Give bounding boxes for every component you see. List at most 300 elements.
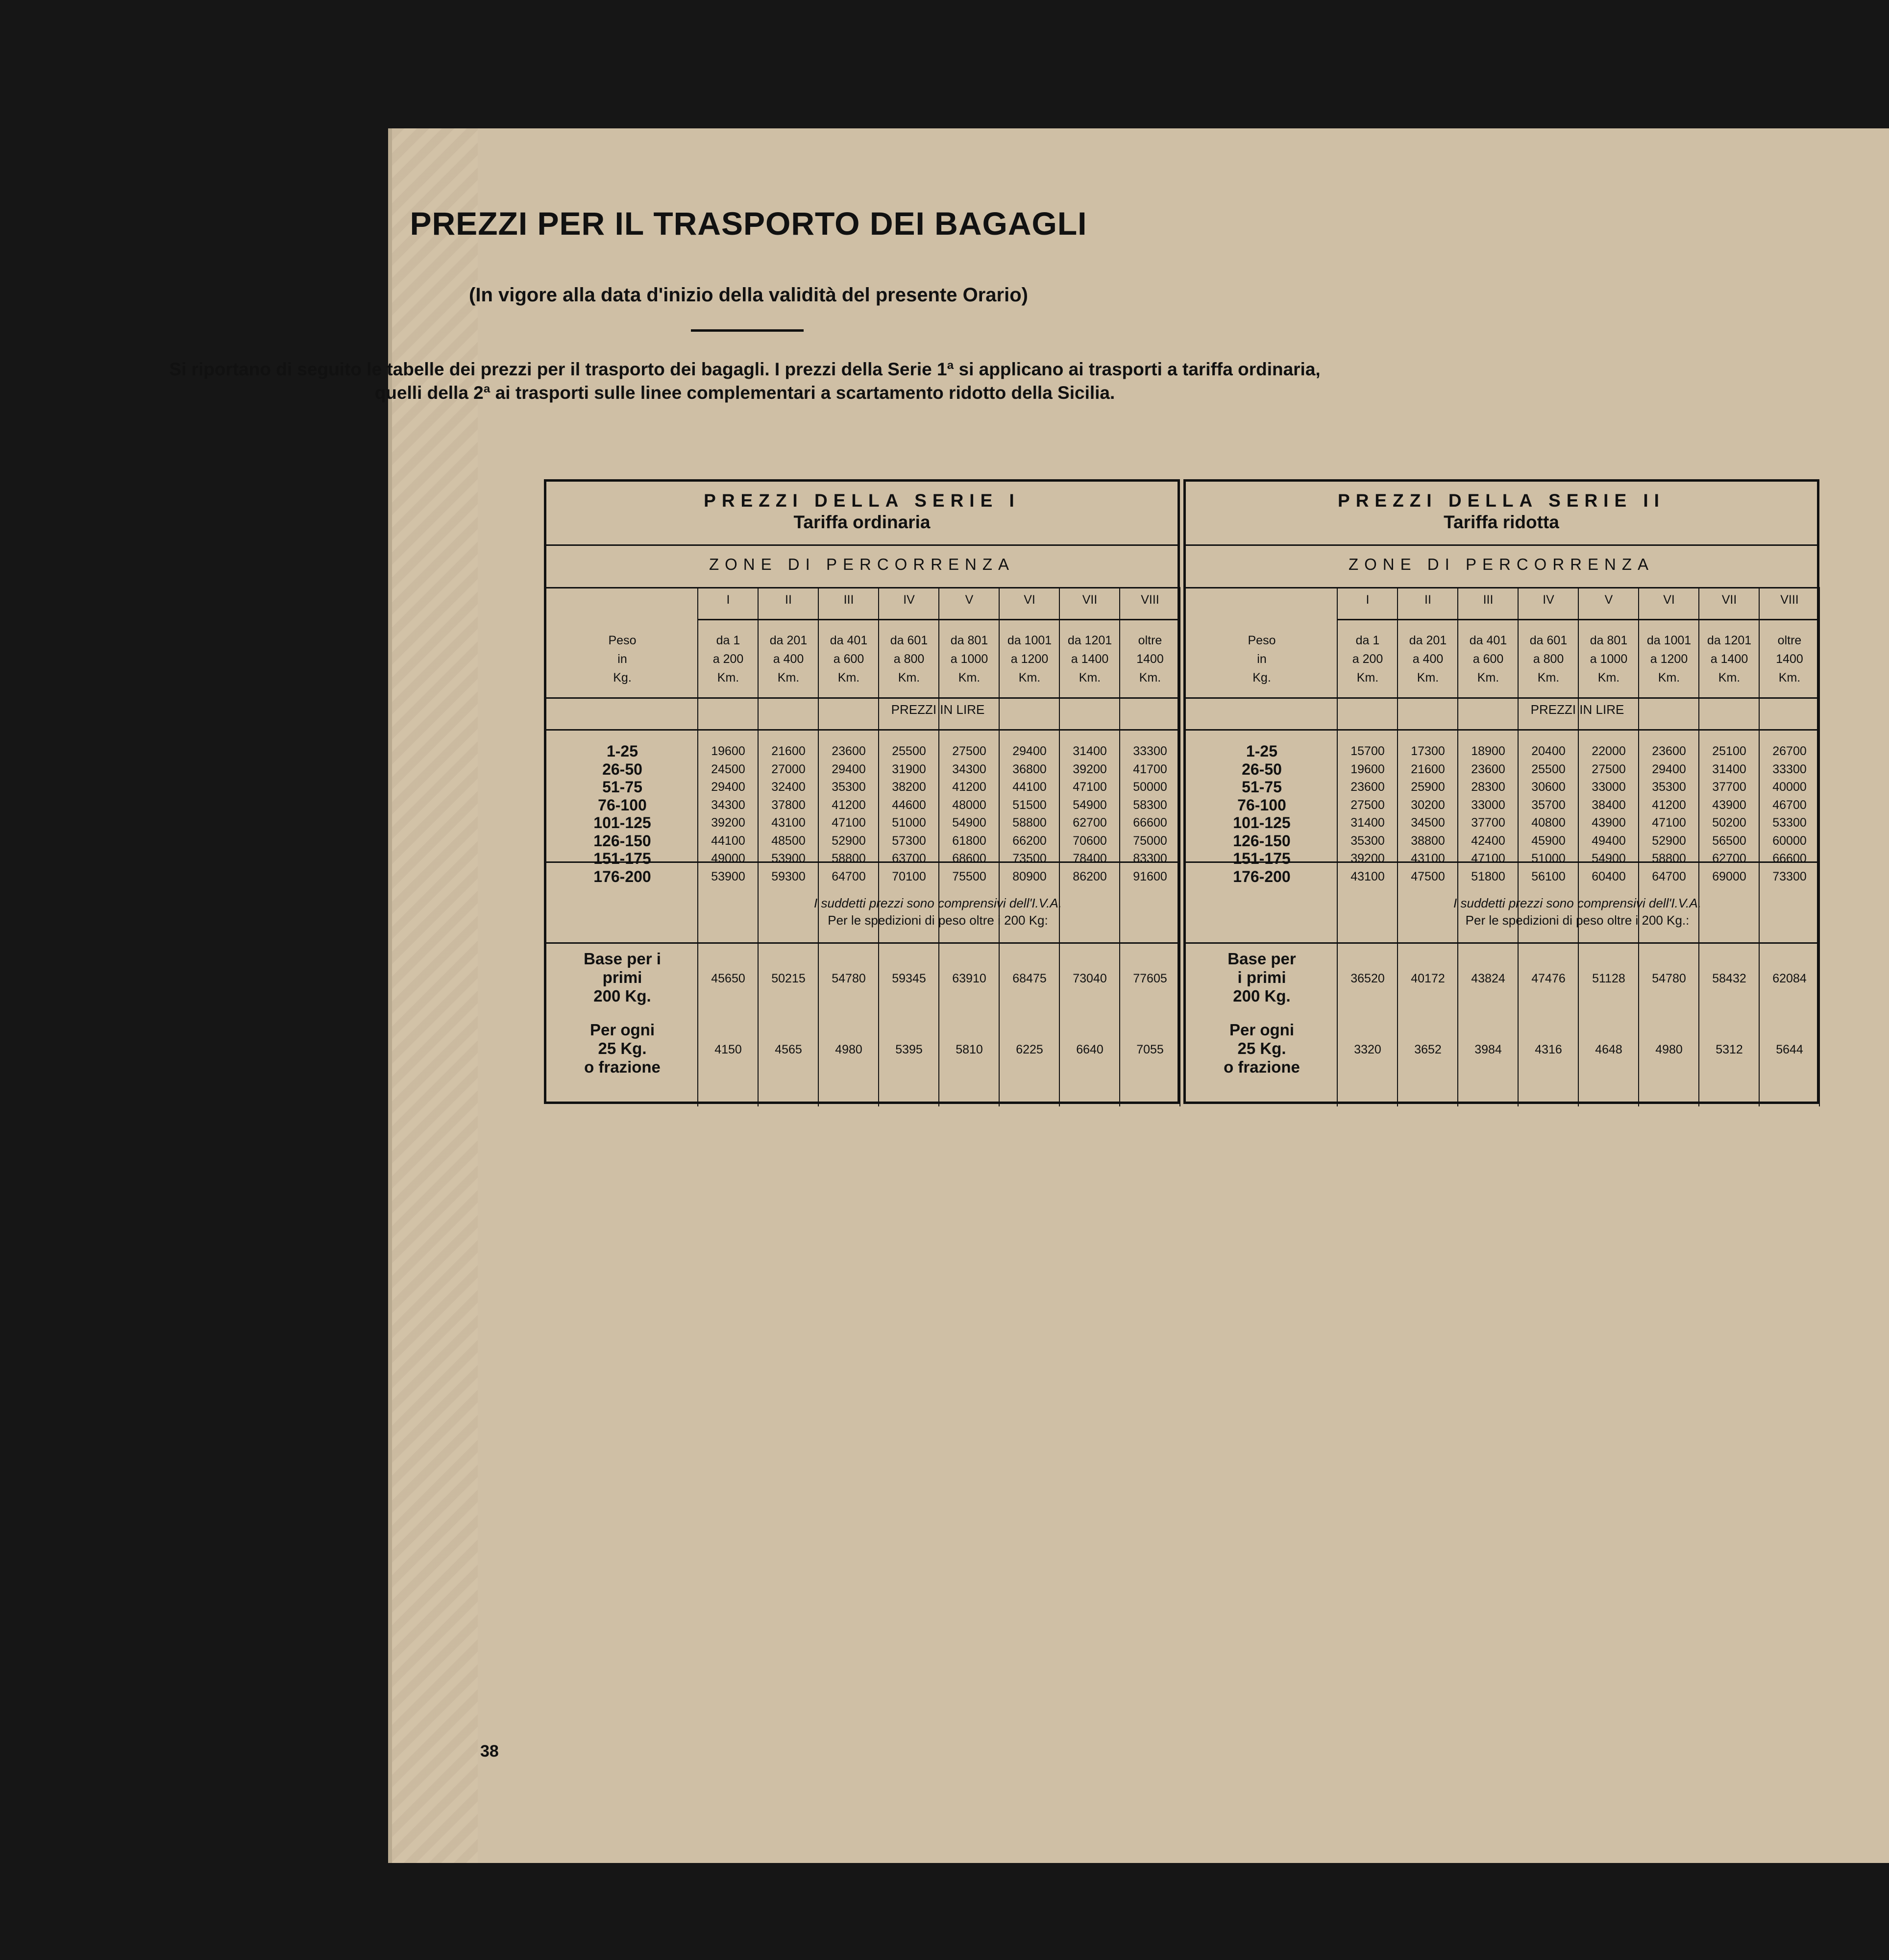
price-cell: 15700 xyxy=(1350,744,1385,758)
price-cell: 86200 xyxy=(1073,869,1107,883)
base-price-cell: 63910 xyxy=(952,972,986,985)
distance-range-line: a 800 xyxy=(1533,652,1564,666)
price-cell: 29400 xyxy=(832,762,866,776)
price-cell: 37700 xyxy=(1471,816,1505,830)
zone-title: ZONE DI PERCORRENZA xyxy=(709,555,1015,573)
price-cell: 58800 xyxy=(832,852,866,865)
price-cell: 25100 xyxy=(1712,744,1746,758)
per-25kg-price-cell: 5810 xyxy=(956,1043,983,1056)
weight-range: 151-175 xyxy=(593,850,651,867)
price-cell: 83300 xyxy=(1133,852,1167,865)
distance-range-line: a 1200 xyxy=(1650,652,1688,666)
per-25kg-price-cell: 6225 xyxy=(1016,1043,1043,1056)
price-cell: 54900 xyxy=(952,816,986,830)
prices-unit-label: PREZZI IN LIRE xyxy=(1530,702,1624,717)
price-cell: 21600 xyxy=(771,744,806,758)
zone-header: VIII xyxy=(1780,593,1799,607)
price-cell: 60000 xyxy=(1772,833,1807,848)
distance-range xyxy=(1639,631,1699,687)
price-cell: 50200 xyxy=(1712,816,1746,830)
distance-range xyxy=(1519,631,1578,687)
table-rule xyxy=(698,619,1178,620)
price-cell: 34300 xyxy=(711,798,745,812)
price-cell: 43900 xyxy=(1592,816,1626,830)
price-cell: 46700 xyxy=(1772,798,1807,812)
table-rule xyxy=(1186,544,1817,546)
price-cell: 36800 xyxy=(1012,762,1047,776)
base-price-cell: 40172 xyxy=(1411,972,1445,985)
per-25kg-price-cell: 3984 xyxy=(1474,1043,1502,1056)
vat-note: I suddetti prezzi sono comprensivi dell'I.V.A. xyxy=(814,896,1062,910)
weight-range: 26-50 xyxy=(1242,760,1282,778)
price-cell: 29400 xyxy=(1012,744,1047,758)
weight-header xyxy=(546,631,698,687)
price-cell: 34500 xyxy=(1411,816,1445,830)
zone-header: IV xyxy=(903,593,915,607)
distance-range-line: da 1 xyxy=(716,634,740,647)
distance-range-line: da 601 xyxy=(1529,634,1568,647)
table-rule xyxy=(1186,697,1817,699)
per-25kg-label-line: o frazione xyxy=(1224,1058,1300,1076)
distance-range xyxy=(698,631,758,687)
weight-range: 151-175 xyxy=(1233,850,1291,867)
price-cell: 27500 xyxy=(952,744,986,758)
price-cell: 39200 xyxy=(711,816,745,830)
price-cell: 49400 xyxy=(1592,833,1626,848)
base-price-cell: 47476 xyxy=(1531,972,1566,985)
distance-range-line: da 1001 xyxy=(1007,634,1052,647)
weight-header-line: Kg. xyxy=(613,671,632,685)
price-cell: 47100 xyxy=(832,816,866,830)
price-cell: 23600 xyxy=(832,744,866,758)
price-cell: 44100 xyxy=(1012,780,1047,794)
price-cell: 52900 xyxy=(832,833,866,848)
price-cell: 28300 xyxy=(1471,780,1505,794)
weight-range: 51-75 xyxy=(602,778,642,796)
distance-range-line: Km. xyxy=(1477,671,1499,685)
zone-header: III xyxy=(1483,593,1494,607)
distance-range-line: Km. xyxy=(1139,671,1161,685)
price-cell: 64700 xyxy=(832,869,866,883)
zone-header: II xyxy=(1424,593,1431,607)
price-cell: 27000 xyxy=(771,762,806,776)
price-cell: 54900 xyxy=(1073,798,1107,812)
price-cell: 31400 xyxy=(1350,816,1385,830)
price-cell: 27500 xyxy=(1350,798,1385,812)
price-cell: 64700 xyxy=(1652,869,1686,883)
base-price-cell: 50215 xyxy=(771,972,806,985)
distance-range-line: da 201 xyxy=(1409,634,1447,647)
price-cell: 39200 xyxy=(1073,762,1107,776)
distance-range-line: da 1201 xyxy=(1707,634,1752,647)
distance-range-line: oltre xyxy=(1777,634,1802,647)
price-cell: 58300 xyxy=(1133,798,1167,812)
per-25kg-price-cell: 4565 xyxy=(775,1043,802,1056)
price-cell: 61800 xyxy=(952,833,986,848)
price-cell: 39200 xyxy=(1350,852,1385,865)
weight-range: 101-125 xyxy=(1233,814,1291,832)
base-label xyxy=(1186,950,1338,1005)
price-cell: 48500 xyxy=(771,833,806,848)
series-title: PREZZI DELLA SERIE II xyxy=(1338,490,1665,511)
weight-range: 101-125 xyxy=(593,814,651,832)
distance-range xyxy=(1060,631,1120,687)
distance-range-line: Km. xyxy=(1079,671,1101,685)
distance-range-line: da 801 xyxy=(950,634,988,647)
price-cell: 27500 xyxy=(1592,762,1626,776)
distance-range xyxy=(1760,631,1819,687)
weight-header-line: in xyxy=(617,652,627,666)
price-cell: 62700 xyxy=(1712,852,1746,865)
price-cell: 53300 xyxy=(1772,816,1807,830)
per-25kg-price-cell: 7055 xyxy=(1136,1043,1164,1056)
distance-range xyxy=(1120,631,1180,687)
distance-range-line: a 600 xyxy=(833,652,864,666)
price-cell: 75000 xyxy=(1133,833,1167,848)
price-cell: 48000 xyxy=(952,798,986,812)
per-25kg-label xyxy=(1186,1021,1338,1077)
price-cell: 24500 xyxy=(711,762,745,776)
price-cell: 75500 xyxy=(952,869,986,883)
price-cell: 25500 xyxy=(892,744,926,758)
distance-range xyxy=(939,631,999,687)
distance-range-line: Km. xyxy=(1718,671,1741,685)
zone-header: VII xyxy=(1721,593,1737,607)
price-cell: 47100 xyxy=(1471,852,1505,865)
base-price-cell: 51128 xyxy=(1592,972,1625,985)
price-cell: 30200 xyxy=(1411,798,1445,812)
base-label-line: Base per xyxy=(1227,950,1296,968)
price-cell: 69000 xyxy=(1712,869,1746,883)
price-cell: 35300 xyxy=(832,780,866,794)
base-price-cell: 62084 xyxy=(1772,972,1807,985)
price-cell: 73500 xyxy=(1012,852,1047,865)
distance-range xyxy=(759,631,818,687)
price-cell: 57300 xyxy=(892,833,926,848)
price-cell: 53900 xyxy=(771,852,806,865)
table-rule xyxy=(546,942,1178,944)
price-cell: 31900 xyxy=(892,762,926,776)
weight-range: 76-100 xyxy=(1237,796,1286,814)
weight-header-line: Peso xyxy=(1248,634,1276,647)
zone-header: I xyxy=(1366,593,1370,607)
weight-header-line: Kg. xyxy=(1252,671,1271,685)
weight-range: 51-75 xyxy=(1242,778,1282,796)
distance-range-line: a 400 xyxy=(1412,652,1444,666)
price-cell: 19600 xyxy=(1350,762,1385,776)
price-cell: 54900 xyxy=(1592,852,1626,865)
distance-range-line: Km. xyxy=(1356,671,1379,685)
weight-range: 26-50 xyxy=(602,760,642,778)
weight-range: 126-150 xyxy=(1233,832,1291,850)
price-cell: 33000 xyxy=(1471,798,1505,812)
price-cell: 38800 xyxy=(1411,833,1445,848)
intro-line: quelli della 2ª ai trasporti sulle linee complementari a scartamento ridotto della Sicilia. xyxy=(374,383,1115,403)
price-cell: 60400 xyxy=(1592,869,1626,883)
price-cell: 49000 xyxy=(711,852,745,865)
price-cell: 38200 xyxy=(892,780,926,794)
distance-range xyxy=(1458,631,1518,687)
distance-range-line: a 1000 xyxy=(1590,652,1628,666)
price-cell: 50000 xyxy=(1133,780,1167,794)
price-cell: 38400 xyxy=(1592,798,1626,812)
price-cell: 43100 xyxy=(1350,869,1385,883)
per-25kg-price-cell: 3320 xyxy=(1354,1043,1381,1056)
distance-range xyxy=(1398,631,1458,687)
distance-range-line: a 600 xyxy=(1472,652,1504,666)
distance-range-line: Km. xyxy=(777,671,800,685)
table-rule xyxy=(546,587,1178,588)
price-cell: 33000 xyxy=(1592,780,1626,794)
distance-range-line: 1400 xyxy=(1136,652,1164,666)
zone-header: I xyxy=(726,593,730,607)
distance-range-line: Km. xyxy=(1778,671,1801,685)
intro-line: Si riportano di seguito le tabelle dei prezzi per il trasporto dei bagagli. I prezzi della Serie 1ª si applicano ai trasporti a tariffa ordinaria, xyxy=(169,359,1321,379)
price-cell: 41200 xyxy=(832,798,866,812)
distance-range-line: da 401 xyxy=(1469,634,1507,647)
base-price-cell: 68475 xyxy=(1012,972,1047,985)
per-25kg-price-cell: 5644 xyxy=(1776,1043,1803,1056)
table-rule xyxy=(546,729,1178,731)
distance-range-line: a 1200 xyxy=(1010,652,1049,666)
zone-header: II xyxy=(785,593,792,607)
price-cell: 35700 xyxy=(1531,798,1566,812)
price-cell: 91600 xyxy=(1133,869,1167,883)
overweight-note: Per le spedizioni di peso oltre i 200 Kg.: xyxy=(1465,913,1690,928)
price-cell: 51500 xyxy=(1012,798,1047,812)
distance-range-line: Km. xyxy=(1597,671,1620,685)
price-cell: 43100 xyxy=(1411,852,1445,865)
price-cell: 52900 xyxy=(1652,833,1686,848)
price-cell: 25900 xyxy=(1411,780,1445,794)
price-cell: 35300 xyxy=(1652,780,1686,794)
price-cell: 63700 xyxy=(892,852,926,865)
distance-range-line: da 801 xyxy=(1590,634,1628,647)
price-cell: 47500 xyxy=(1411,869,1445,883)
series-title: PREZZI DELLA SERIE I xyxy=(704,490,1020,511)
distance-range-line: Km. xyxy=(958,671,981,685)
distance-range-line: da 201 xyxy=(769,634,808,647)
distance-range-line: Km. xyxy=(717,671,739,685)
price-cell: 58800 xyxy=(1652,852,1686,865)
zone-header: V xyxy=(965,593,974,607)
base-label xyxy=(546,950,698,1005)
per-25kg-label-line: o frazione xyxy=(584,1058,661,1076)
per-25kg-price-cell: 5312 xyxy=(1716,1043,1743,1056)
base-price-cell: 77605 xyxy=(1133,972,1167,985)
per-25kg-price-cell: 4316 xyxy=(1535,1043,1562,1056)
price-cell: 23600 xyxy=(1350,780,1385,794)
distance-range-line: a 800 xyxy=(893,652,925,666)
distance-range-line: Km. xyxy=(1658,671,1680,685)
price-table-series-1 xyxy=(544,479,1180,1104)
weight-range: 76-100 xyxy=(598,796,647,814)
price-cell: 30600 xyxy=(1531,780,1566,794)
distance-range-line: a 1000 xyxy=(950,652,988,666)
distance-range-line: da 1201 xyxy=(1067,634,1112,647)
base-price-cell: 45650 xyxy=(711,972,745,985)
per-25kg-label-line: 25 Kg. xyxy=(598,1039,647,1057)
price-cell: 56500 xyxy=(1712,833,1746,848)
per-25kg-price-cell: 4980 xyxy=(835,1043,862,1056)
price-cell: 44100 xyxy=(711,833,745,848)
weight-range: 1-25 xyxy=(606,742,638,760)
price-cell: 51000 xyxy=(1531,852,1566,865)
per-25kg-price-cell: 6640 xyxy=(1076,1043,1104,1056)
price-cell: 41200 xyxy=(952,780,986,794)
base-label-line: i primi xyxy=(1237,968,1286,986)
per-25kg-price-cell: 3652 xyxy=(1414,1043,1442,1056)
price-cell: 43900 xyxy=(1712,798,1746,812)
price-cell: 19600 xyxy=(711,744,745,758)
price-cell: 80900 xyxy=(1012,869,1047,883)
price-cell: 37800 xyxy=(771,798,806,812)
zone-header: VIII xyxy=(1141,593,1159,607)
base-label-line: primi xyxy=(602,968,642,986)
price-cell: 35300 xyxy=(1350,833,1385,848)
price-cell: 21600 xyxy=(1411,762,1445,776)
distance-range-line: Km. xyxy=(898,671,920,685)
price-cell: 66600 xyxy=(1772,852,1807,865)
distance-range-line: Km. xyxy=(1018,671,1041,685)
price-cell: 31400 xyxy=(1073,744,1107,758)
zone-title: ZONE DI PERCORRENZA xyxy=(1348,555,1655,573)
price-cell: 66600 xyxy=(1133,816,1167,830)
distance-range-line: da 1 xyxy=(1355,634,1380,647)
zone-header: V xyxy=(1604,593,1613,607)
base-price-cell: 59345 xyxy=(892,972,926,985)
price-cell: 22000 xyxy=(1592,744,1626,758)
page-subtitle: (In vigore alla data d'inizio della validità del presente Orario) xyxy=(469,284,1028,306)
weight-header-line: in xyxy=(1257,652,1267,666)
distance-range-line: da 601 xyxy=(890,634,928,647)
base-price-cell: 54780 xyxy=(1652,972,1686,985)
distance-range-line: a 200 xyxy=(712,652,744,666)
price-cell: 34300 xyxy=(952,762,986,776)
weight-range: 126-150 xyxy=(593,832,651,850)
price-cell: 47100 xyxy=(1073,780,1107,794)
distance-range-line: da 401 xyxy=(830,634,868,647)
price-cell: 53900 xyxy=(711,869,745,883)
base-price-cell: 54780 xyxy=(832,972,866,985)
distance-range-line: 1400 xyxy=(1776,652,1803,666)
page-number: 38 xyxy=(480,1742,499,1761)
distance-range-line: da 1001 xyxy=(1646,634,1692,647)
per-25kg-price-cell: 4980 xyxy=(1655,1043,1683,1056)
price-cell: 70100 xyxy=(892,869,926,883)
series-subtitle: Tariffa ridotta xyxy=(1444,512,1559,532)
table-rule xyxy=(1338,619,1817,620)
base-price-cell: 58432 xyxy=(1712,972,1746,985)
price-cell: 66200 xyxy=(1012,833,1047,848)
per-25kg-label-line: 25 Kg. xyxy=(1237,1039,1286,1057)
table-rule xyxy=(1186,587,1817,588)
base-price-cell: 73040 xyxy=(1073,972,1107,985)
per-25kg-label-line: Per ogni xyxy=(589,1021,655,1039)
price-cell: 43100 xyxy=(771,816,806,830)
distance-range xyxy=(1699,631,1759,687)
price-cell: 51000 xyxy=(892,816,926,830)
price-cell: 68600 xyxy=(952,852,986,865)
price-cell: 23600 xyxy=(1652,744,1686,758)
price-cell: 78400 xyxy=(1073,852,1107,865)
vat-note: I suddetti prezzi sono comprensivi dell'I.V.A. xyxy=(1453,896,1701,910)
base-label-line: 200 Kg. xyxy=(1233,987,1291,1005)
price-cell: 40000 xyxy=(1772,780,1807,794)
distance-range xyxy=(1000,631,1059,687)
distance-range xyxy=(819,631,879,687)
base-price-cell: 43824 xyxy=(1471,972,1505,985)
price-cell: 17300 xyxy=(1411,744,1445,758)
price-cell: 29400 xyxy=(711,780,745,794)
table-rule xyxy=(546,544,1178,546)
weight-range: 176-200 xyxy=(593,867,651,885)
price-cell: 51800 xyxy=(1471,869,1505,883)
price-cell: 37700 xyxy=(1712,780,1746,794)
overweight-note: Per le spedizioni di peso oltre i 200 Kg: xyxy=(828,913,1048,928)
zone-header: VII xyxy=(1082,593,1098,607)
price-cell: 29400 xyxy=(1652,762,1686,776)
series-subtitle: Tariffa ordinaria xyxy=(793,512,931,532)
weight-header-line: Peso xyxy=(608,634,637,647)
price-cell: 25500 xyxy=(1531,762,1566,776)
weight-range: 1-25 xyxy=(1246,742,1278,760)
per-25kg-price-cell: 4648 xyxy=(1595,1043,1622,1056)
price-table-series-2 xyxy=(1183,479,1819,1104)
price-cell: 73300 xyxy=(1772,869,1807,883)
distance-range-line: a 1400 xyxy=(1071,652,1109,666)
price-cell: 33300 xyxy=(1772,762,1807,776)
price-cell: 41200 xyxy=(1652,798,1686,812)
zone-header: IV xyxy=(1543,593,1554,607)
per-25kg-label-line: Per ogni xyxy=(1229,1021,1295,1039)
per-25kg-price-cell: 4150 xyxy=(714,1043,742,1056)
price-cell: 26700 xyxy=(1772,744,1807,758)
price-cell: 18900 xyxy=(1471,744,1505,758)
price-cell: 70600 xyxy=(1073,833,1107,848)
price-cell: 20400 xyxy=(1531,744,1566,758)
distance-range xyxy=(879,631,939,687)
price-cell: 31400 xyxy=(1712,762,1746,776)
price-cell: 59300 xyxy=(771,869,806,883)
weight-range: 176-200 xyxy=(1233,867,1291,885)
distance-range-line: Km. xyxy=(837,671,860,685)
price-cell: 44600 xyxy=(892,798,926,812)
zone-header: VI xyxy=(1663,593,1675,607)
prices-unit-label: PREZZI IN LIRE xyxy=(891,702,985,717)
distance-range xyxy=(1579,631,1639,687)
distance-range-line: a 400 xyxy=(773,652,804,666)
price-cell: 33300 xyxy=(1133,744,1167,758)
table-rule xyxy=(1186,942,1817,944)
per-25kg-price-cell: 5395 xyxy=(895,1043,923,1056)
price-cell: 58800 xyxy=(1012,816,1047,830)
weight-header xyxy=(1186,631,1338,687)
distance-range-line: a 1400 xyxy=(1710,652,1748,666)
price-cell: 41700 xyxy=(1133,762,1167,776)
price-cell: 56100 xyxy=(1531,869,1566,883)
table-rule xyxy=(1186,729,1817,731)
price-cell: 42400 xyxy=(1471,833,1505,848)
distance-range-line: Km. xyxy=(1537,671,1560,685)
price-cell: 45900 xyxy=(1531,833,1566,848)
price-cell: 62700 xyxy=(1073,816,1107,830)
base-price-cell: 36520 xyxy=(1350,972,1385,985)
base-label-line: Base per i xyxy=(584,950,661,968)
price-cell: 23600 xyxy=(1471,762,1505,776)
distance-range-line: Km. xyxy=(1417,671,1439,685)
page-title: PREZZI PER IL TRASPORTO DEI BAGAGLI xyxy=(410,205,1087,242)
